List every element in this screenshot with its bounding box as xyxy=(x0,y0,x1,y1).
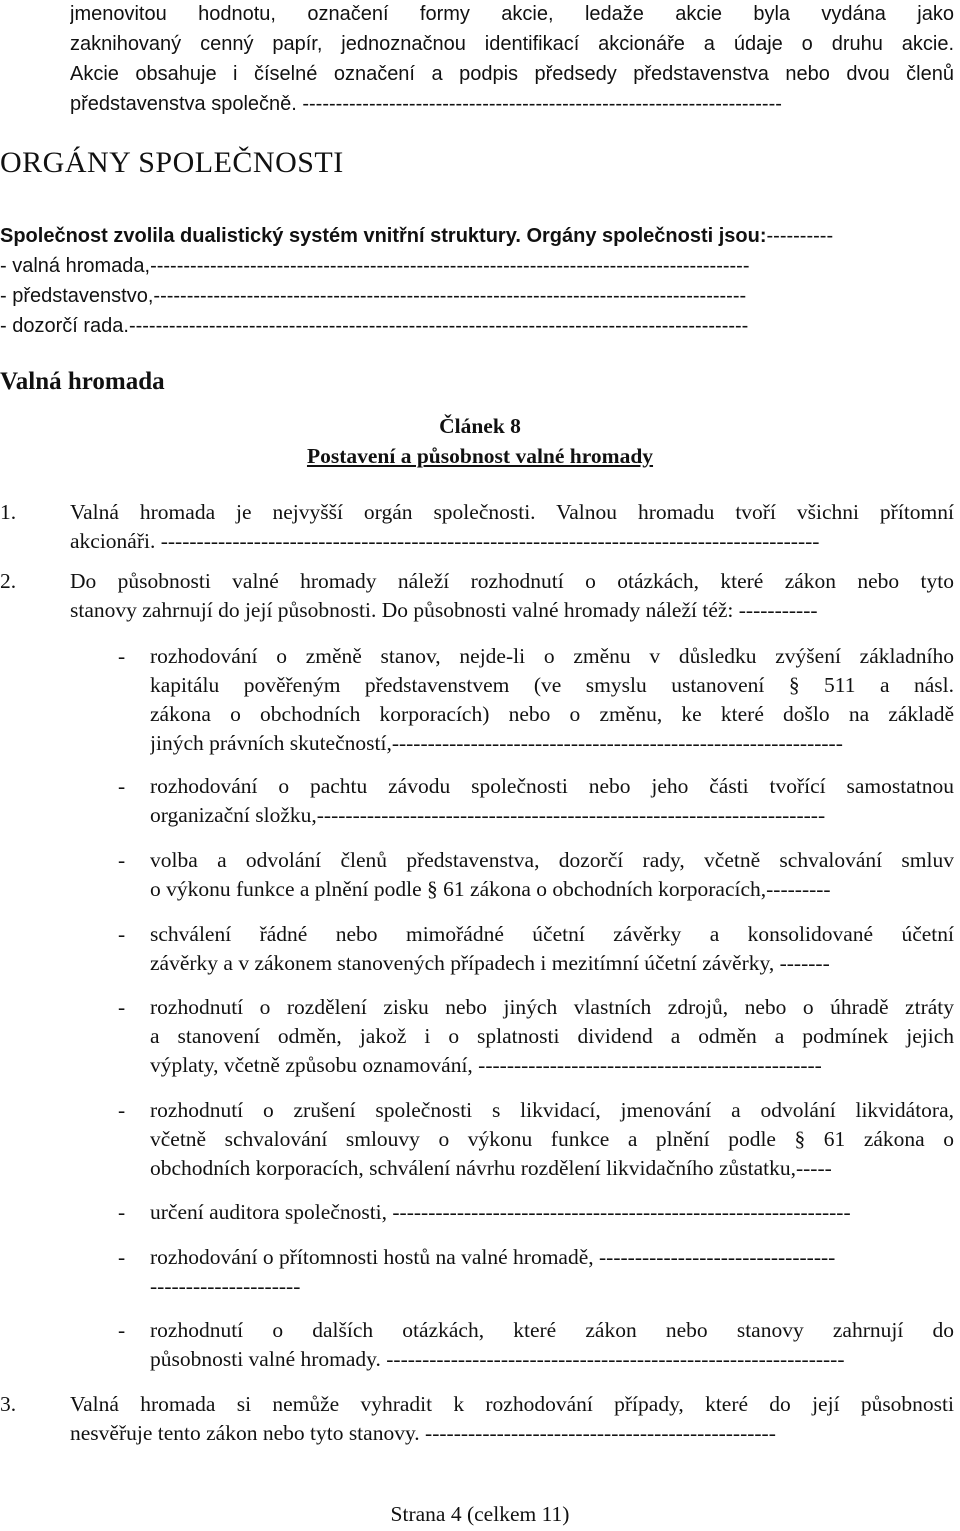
bullet-line: volba a odvolání členů představenstva, dozorčí rady, včetně schvalování smluv xyxy=(150,848,954,872)
bullet-line: včetně schvalování smlouvy o výkonu funkce a plnění podle § 61 zákona o xyxy=(150,1127,954,1151)
bullet-line: rozhodnutí o rozdělení zisku nebo jiných vlastních zdrojů, nebo o úhradě ztráty xyxy=(150,995,954,1019)
bullet-line: rozhodování o přítomnosti hostů na valné hromadě, --------------------------------- xyxy=(150,1245,836,1269)
intro-line: Akcie obsahuje i číselné označení a podpis předsedy představenstva nebo dvou členů xyxy=(70,63,954,85)
bullet-dash: - xyxy=(118,922,126,946)
intro-line: zaknihovaný cenný papír, jednoznačnou identifikací akcionáře a údaje o druhu akcie. xyxy=(70,33,954,55)
organ-item: - valná hromada,------------------------------------------------------------------------------------------ xyxy=(0,255,750,277)
bullet-line: určení auditora společnosti, ---------------------------------------------------------------- xyxy=(150,1200,851,1224)
bullet-line: schválení řádné nebo mimořádné účetní závěrky a konsolidované účetní xyxy=(150,922,954,946)
intro-line: jmenovitou hodnotu, označení formy akcie, ledaže akcie byla vydána jako xyxy=(70,3,954,25)
bullet-line: rozhodování o pachtu závodu společnosti nebo jeho části tvořící samostatnou xyxy=(150,774,954,798)
organy-intro-dashes: ---------- xyxy=(766,225,834,247)
bullet-line: zákona o obchodních korporacích) nebo o změnu, ke které došlo na základě xyxy=(150,702,954,726)
bullet-line: organizační složku,----------------------------------------------------------------------- xyxy=(150,803,826,827)
bullet-dash: - xyxy=(118,848,126,872)
bullet-line: jiných právních skutečností,--------------------------------------------------------------- xyxy=(150,731,843,755)
paragraph-number: 3. xyxy=(0,1392,17,1416)
bullet-dash: - xyxy=(118,995,126,1019)
organy-intro-text: Společnost zvolila dualistický systém vnitřní struktury. Orgány společnosti jsou: xyxy=(0,225,767,247)
article-title: Postavení a působnost valné hromady xyxy=(306,444,654,468)
bullet-line: rozhodování o změně stanov, nejde-li o změnu v důsledku zvýšení základního xyxy=(150,644,954,668)
paragraph-number: 1. xyxy=(0,500,17,524)
bullet-line: kapitálu pověřeným představenstvem (ve smyslu ustanovení § 511 a násl. xyxy=(150,673,954,697)
organ-item: - představenstvo,----------------------------------------------------------------------------------------- xyxy=(0,285,747,307)
bullet-line: o výkonu funkce a plnění podle § 61 zákona o obchodních korporacích,--------- xyxy=(150,877,831,901)
paragraph-line: nesvěřuje tento zákon nebo tyto stanovy. ------------------------------------------------- xyxy=(70,1421,776,1445)
paragraph-line: akcionáři. -------------------------------------------------------------------------------------------- xyxy=(70,529,820,553)
bullet-dash: - xyxy=(118,1098,126,1122)
section-heading-valna-hromada: Valná hromada xyxy=(0,368,165,395)
bullet-dash: - xyxy=(118,1200,126,1224)
bullet-line: --------------------- xyxy=(150,1274,301,1298)
intro-line: představenstva společně. ------------------------------------------------------------------------ xyxy=(70,93,782,115)
bullet-line: rozhodnutí o dalších otázkách, které zákon nebo stanovy zahrnují do xyxy=(150,1318,954,1342)
bullet-dash: - xyxy=(118,1245,126,1269)
page-number: Strana 4 (celkem 11) xyxy=(390,1502,570,1526)
article-number: Článek 8 xyxy=(439,414,521,438)
paragraph-line: Do působnosti valné hromady náleží rozhodnutí o otázkách, které zákon nebo tyto xyxy=(70,569,954,593)
bullet-dash: - xyxy=(118,1318,126,1342)
paragraph-line: Valná hromada je nejvyšší orgán společnosti. Valnou hromadu tvoří všichni přítomní xyxy=(70,500,954,524)
bullet-line: výplaty, včetně způsobu oznamování, ------------------------------------------------ xyxy=(150,1053,822,1077)
organ-item: - dozorčí rada.--------------------------------------------------------------------------------------------- xyxy=(0,315,749,337)
section-heading-organy: ORGÁNY SPOLEČNOSTI xyxy=(0,146,344,179)
bullet-dash: - xyxy=(118,774,126,798)
paragraph-line: stanovy zahrnují do její působnosti. Do působnosti valné hromady náleží též: ----------- xyxy=(70,598,818,622)
bullet-line: rozhodnutí o zrušení společnosti s likvidací, jmenování a odvolání likvidátora, xyxy=(150,1098,954,1122)
paragraph-line: Valná hromada si nemůže vyhradit k rozhodování případy, které do její působnosti xyxy=(70,1392,954,1416)
bullet-line: závěrky a v zákonem stanovených případech i mezitímní účetní závěrky, ------- xyxy=(150,951,830,975)
paragraph-number: 2. xyxy=(0,569,17,593)
bullet-line: obchodních korporacích, schválení návrhu rozdělení likvidačního zůstatku,----- xyxy=(150,1156,832,1180)
bullet-dash: - xyxy=(118,644,126,668)
bullet-line: působnosti valné hromady. ---------------------------------------------------------------- xyxy=(150,1347,845,1371)
bullet-line: a stanovení odměn, jakož i o splatnosti dividend a odměn a podmínek jejich xyxy=(150,1024,954,1048)
organy-intro xyxy=(0,222,958,250)
